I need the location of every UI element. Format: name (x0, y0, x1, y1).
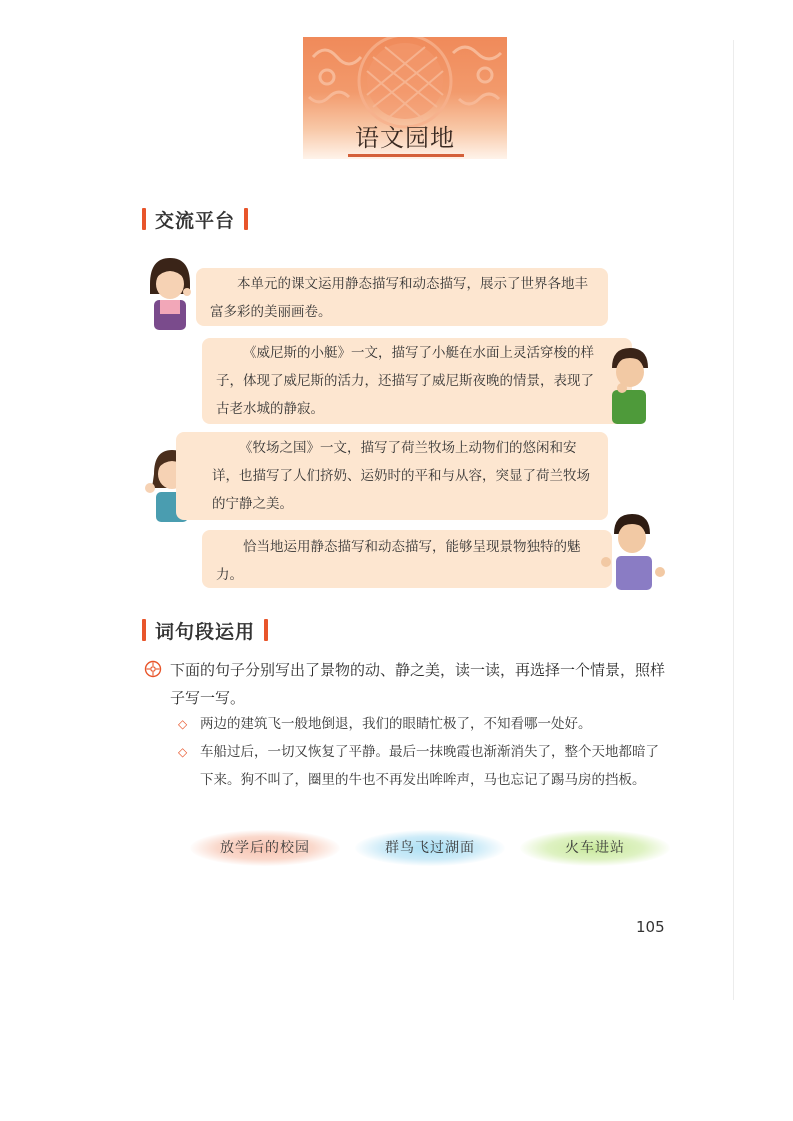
example-sentence-2 (178, 738, 668, 794)
flower-bullet-icon (144, 660, 162, 678)
sentence-text: 车船过后，一切又恢复了平静。最后一抹晚霞也渐渐消失了，整个天地都暗了下来。狗不叫了，圈里的牛也不再发出哞哞声，马也忘记了踢马房的挡板。 (200, 744, 659, 788)
speech-bubble-3 (176, 432, 608, 520)
speech-bubble-2 (202, 338, 632, 424)
section-bar-left (142, 619, 146, 641)
sentence-text: 两边的建筑飞一般地倒退，我们的眼睛忙极了，不知看哪一处好。 (200, 716, 592, 732)
girl-character-icon (140, 256, 196, 332)
exercise-prompt: 下面的句子分别写出了景物的动、静之美，读一读，再选择一个情景，照样子写一写。 (170, 661, 666, 707)
section-title: 交流平台 (155, 209, 236, 232)
bubble-text: 《牧场之国》一文，描写了荷兰牧场上动物们的悠闲和安详，也描写了人们挤奶、运奶时的平和与从容，突显了荷兰牧场的宁静之美。 (212, 440, 590, 512)
choice-train-arrival[interactable]: 火车进站 (520, 830, 670, 866)
diamond-marker: ◇ (178, 745, 188, 759)
example-sentence-1 (178, 710, 668, 738)
banner-pattern (303, 37, 507, 159)
boy-character-icon (600, 346, 656, 426)
speech-bubble-1 (196, 268, 608, 326)
choice-after-school-campus[interactable]: 放学后的校园 (190, 830, 340, 866)
section-bar-left (142, 208, 146, 230)
section-header-exchange (142, 206, 248, 232)
section-bar-right (244, 208, 248, 230)
bubble-text: 《威尼斯的小艇》一文，描写了小艇在水面上灵活穿梭的样子，体现了威尼斯的活力，还描写了威尼斯夜晚的情景，表现了古老水城的静寂。 (216, 345, 594, 417)
page-edge (733, 40, 734, 1000)
speech-bubble-4 (202, 530, 612, 588)
section-header-usage (142, 617, 268, 643)
page-number: 105 (636, 918, 665, 936)
bubble-text: 本单元的课文运用静态描写和动态描写，展示了世界各地丰富多彩的美丽画卷。 (210, 276, 588, 320)
bubble-text: 恰当地运用静态描写和动态描写，能够呈现景物独特的魅力。 (216, 539, 581, 583)
page-title: 语文园地 (355, 124, 455, 152)
boy-character-icon-2 (600, 512, 668, 592)
title-banner (303, 37, 507, 159)
section-bar-right (264, 619, 268, 641)
diamond-marker: ◇ (178, 717, 188, 731)
title-underline (348, 154, 464, 157)
section-title: 词句段运用 (155, 620, 256, 643)
choice-birds-over-lake[interactable]: 群鸟飞过湖面 (355, 830, 505, 866)
